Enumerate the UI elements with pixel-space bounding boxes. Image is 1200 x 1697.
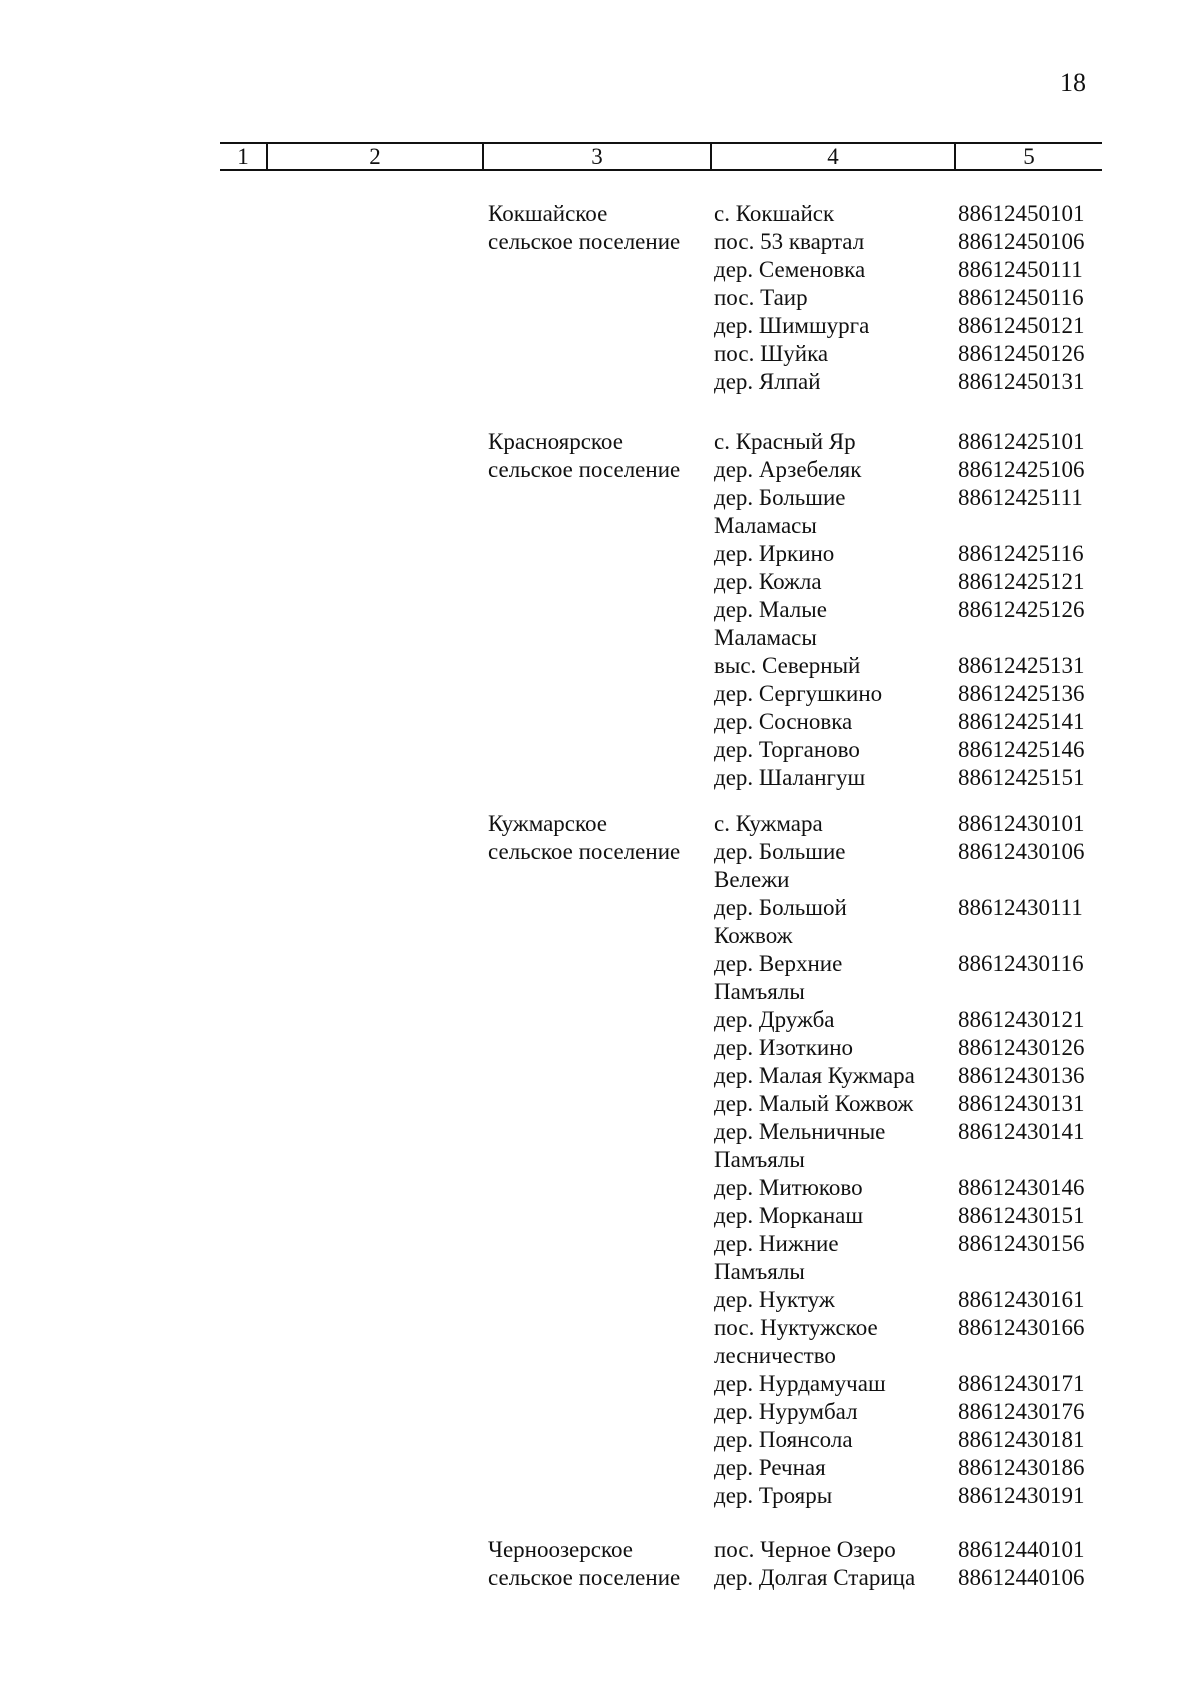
locality-name	[714, 652, 954, 680]
locality-name	[714, 810, 954, 838]
locality-name-line: Маламасы	[714, 513, 817, 538]
locality-name-line: Маламасы	[714, 625, 817, 650]
oktmo-code: 88612430156	[958, 1231, 1085, 1256]
locality-name	[714, 1454, 954, 1482]
locality-name	[714, 1398, 954, 1426]
oktmo-code: 88612430166	[958, 1315, 1085, 1340]
locality-name	[714, 284, 954, 312]
locality-name-line: дер. Мельничные	[714, 1119, 886, 1144]
locality-name-line: дер. Долгая Старица	[714, 1565, 916, 1590]
settlement-name-line: Красноярское	[488, 429, 623, 454]
locality-name-line: дер. Шалангуш	[714, 765, 866, 790]
locality-name-line: дер. Большие	[714, 485, 846, 510]
settlement-name-line: сельское поселение	[488, 229, 681, 254]
locality-name-line: Памъялы	[714, 1147, 805, 1172]
oktmo-code: 88612425151	[958, 765, 1085, 790]
locality-name-line: пос. Шуйка	[714, 341, 829, 366]
locality-name	[714, 1536, 954, 1564]
locality-name-line: дер. Арзебеляк	[714, 457, 862, 482]
oktmo-code: 88612430101	[958, 811, 1085, 836]
oktmo-code: 88612430116	[958, 951, 1084, 976]
locality-name-line: Памъялы	[714, 1259, 805, 1284]
locality-name-line: дер. Ялпай	[714, 369, 821, 394]
oktmo-code: 88612430186	[958, 1455, 1085, 1480]
locality-name-line: дер. Малый Кожвож	[714, 1091, 914, 1116]
locality-name	[714, 1482, 954, 1510]
settlement-name	[488, 1536, 708, 1592]
oktmo-code: 88612425106	[958, 457, 1085, 482]
locality-name	[714, 950, 954, 1006]
header-col-4: 4	[827, 144, 839, 169]
oktmo-code: 88612430161	[958, 1287, 1085, 1312]
locality-name	[714, 1314, 954, 1370]
oktmo-code: 88612450121	[958, 313, 1085, 338]
page-number: 18	[1060, 68, 1086, 97]
locality-name-line: дер. Нурдамучаш	[714, 1371, 886, 1396]
locality-name	[714, 312, 954, 340]
locality-name	[714, 568, 954, 596]
settlement-name-line: сельское поселение	[488, 839, 681, 864]
locality-name-line: Памъялы	[714, 979, 805, 1004]
locality-name	[714, 1118, 954, 1174]
locality-name	[714, 256, 954, 284]
locality-name	[714, 596, 954, 652]
settlement-name	[488, 200, 708, 256]
oktmo-code: 88612450101	[958, 201, 1085, 226]
oktmo-code: 88612440106	[958, 1565, 1085, 1590]
locality-name-line: дер. Сергушкино	[714, 681, 883, 706]
locality-name-line: дер. Дружба	[714, 1007, 835, 1032]
settlement-name-line: Черноозерское	[488, 1537, 633, 1562]
oktmo-code: 88612430141	[958, 1119, 1085, 1144]
locality-name	[714, 428, 954, 456]
locality-name-line: дер. Большие	[714, 839, 846, 864]
locality-name-line: дер. Семеновка	[714, 257, 866, 282]
locality-name	[714, 1090, 954, 1118]
oktmo-code: 88612425131	[958, 653, 1085, 678]
locality-name-line: дер. Нурумбал	[714, 1399, 858, 1424]
locality-name-line: дер. Морканаш	[714, 1203, 864, 1228]
locality-name-line: пос. Нуктужское	[714, 1315, 878, 1340]
oktmo-code: 88612450106	[958, 229, 1085, 254]
oktmo-code: 88612450111	[958, 257, 1083, 282]
locality-name-line: выс. Северный	[714, 653, 861, 678]
locality-name-line: дер. Митюково	[714, 1175, 863, 1200]
locality-name	[714, 894, 954, 950]
locality-name-line: с. Красный Яр	[714, 429, 856, 454]
locality-name	[714, 680, 954, 708]
locality-name-line: пос. Таир	[714, 285, 808, 310]
oktmo-code: 88612425101	[958, 429, 1085, 454]
oktmo-code: 88612425146	[958, 737, 1085, 762]
locality-name	[714, 540, 954, 568]
locality-name-line: лесничество	[714, 1343, 836, 1368]
oktmo-code: 88612425116	[958, 541, 1084, 566]
oktmo-code: 88612450126	[958, 341, 1085, 366]
locality-name	[714, 1174, 954, 1202]
locality-name-line: дер. Малая Кужмара	[714, 1063, 915, 1088]
oktmo-code: 88612430191	[958, 1483, 1085, 1508]
locality-name-line: дер. Нижние	[714, 1231, 839, 1256]
oktmo-code: 88612425111	[958, 485, 1083, 510]
header-col-5: 5	[1023, 144, 1035, 169]
locality-name-line: дер. Трояры	[714, 1483, 833, 1508]
oktmo-code: 88612450116	[958, 285, 1084, 310]
oktmo-code: 88612425136	[958, 681, 1085, 706]
header-col-3: 3	[591, 144, 603, 169]
locality-name-line: дер. Сосновка	[714, 709, 853, 734]
locality-name	[714, 228, 954, 256]
oktmo-code: 88612430181	[958, 1427, 1085, 1452]
oktmo-code: 88612430136	[958, 1063, 1085, 1088]
locality-name-line: дер. Иркино	[714, 541, 835, 566]
locality-name	[714, 484, 954, 540]
locality-name	[714, 1230, 954, 1286]
oktmo-code: 88612450131	[958, 369, 1085, 394]
locality-name-line: пос. Черное Озеро	[714, 1537, 896, 1562]
locality-name-line: дер. Изоткино	[714, 1035, 854, 1060]
oktmo-code: 88612430151	[958, 1203, 1085, 1228]
settlement-name-line: Кужмарское	[488, 811, 608, 836]
locality-name-line: Кожвож	[714, 923, 793, 948]
oktmo-code: 88612430146	[958, 1175, 1085, 1200]
locality-name	[714, 340, 954, 368]
locality-name-line: Вележи	[714, 867, 790, 892]
settlement-name	[488, 428, 708, 484]
locality-name	[714, 764, 954, 792]
oktmo-code: 88612430126	[958, 1035, 1085, 1060]
settlement-name-line: Кокшайское	[488, 201, 608, 226]
oktmo-code: 88612430106	[958, 839, 1085, 864]
locality-name	[714, 1202, 954, 1230]
locality-name	[714, 838, 954, 894]
locality-name-line: дер. Поянсола	[714, 1427, 853, 1452]
locality-name-line: дер. Шимшурга	[714, 313, 870, 338]
locality-name-line: дер. Речная	[714, 1455, 826, 1480]
header-col-1: 1	[237, 144, 249, 169]
oktmo-code: 88612430176	[958, 1399, 1085, 1424]
oktmo-code: 88612430121	[958, 1007, 1085, 1032]
column-header-row	[220, 142, 1102, 171]
oktmo-code: 88612430171	[958, 1371, 1085, 1396]
locality-name-line: дер. Нуктуж	[714, 1287, 835, 1312]
locality-name	[714, 1006, 954, 1034]
locality-name	[714, 200, 954, 228]
locality-name-line: дер. Большой	[714, 895, 847, 920]
oktmo-code: 88612430131	[958, 1091, 1085, 1116]
oktmo-code: 88612425126	[958, 597, 1085, 622]
locality-name	[714, 1286, 954, 1314]
locality-name	[714, 1426, 954, 1454]
settlement-name	[488, 810, 708, 866]
locality-name	[714, 708, 954, 736]
settlement-name-line: сельское поселение	[488, 457, 681, 482]
locality-name-line: пос. 53 квартал	[714, 229, 865, 254]
locality-name-line: дер. Малые	[714, 597, 827, 622]
locality-name	[714, 368, 954, 396]
settlement-name-line: сельское поселение	[488, 1565, 681, 1590]
locality-name-line: с. Кокшайск	[714, 201, 835, 226]
locality-name	[714, 1062, 954, 1090]
header-col-2: 2	[369, 144, 381, 169]
locality-name	[714, 736, 954, 764]
locality-name	[714, 1370, 954, 1398]
oktmo-code: 88612425121	[958, 569, 1085, 594]
oktmo-code: 88612430111	[958, 895, 1083, 920]
locality-name	[714, 1034, 954, 1062]
locality-name-line: с. Кужмара	[714, 811, 823, 836]
locality-name-line: дер. Кожла	[714, 569, 822, 594]
oktmo-code: 88612440101	[958, 1537, 1085, 1562]
locality-name	[714, 1564, 954, 1592]
locality-name	[714, 456, 954, 484]
locality-name-line: дер. Торганово	[714, 737, 860, 762]
locality-name-line: дер. Верхние	[714, 951, 843, 976]
oktmo-code: 88612425141	[958, 709, 1085, 734]
